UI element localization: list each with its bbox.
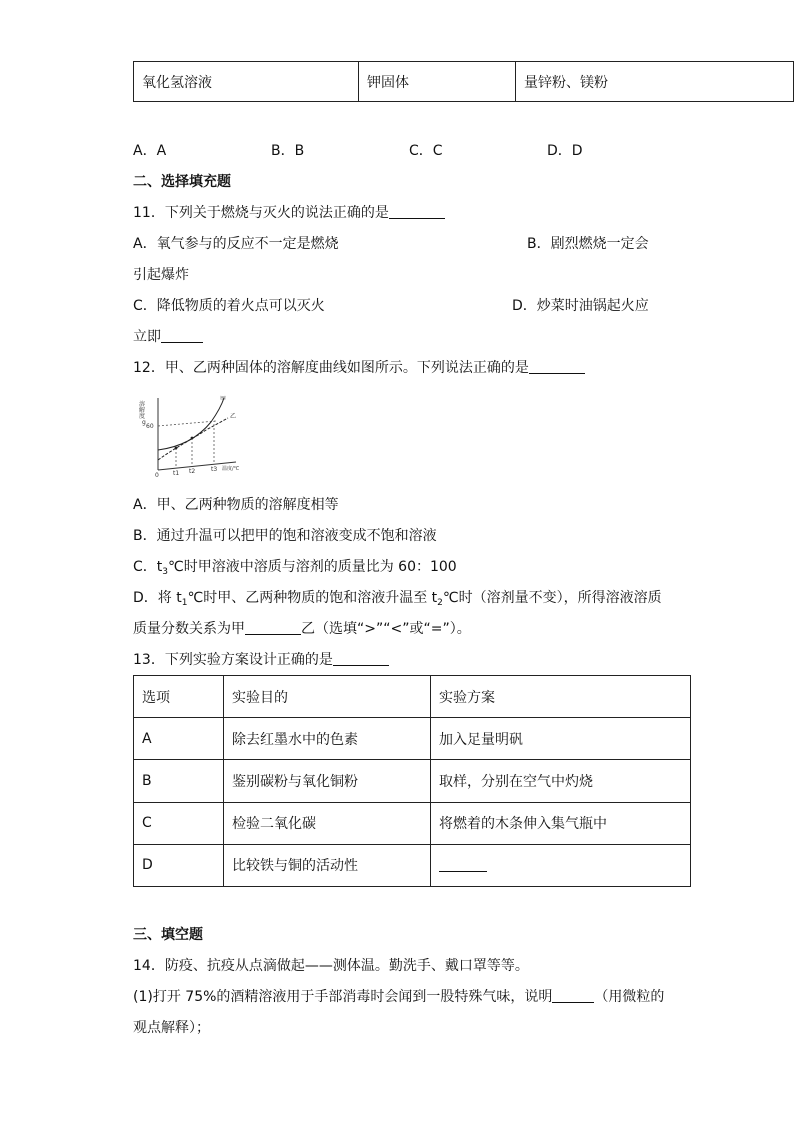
q12-stem-line <box>133 358 585 378</box>
q12-option-d-part: 质量分数关系为甲 <box>133 621 245 637</box>
y-axis-label: 溶解度 <box>139 401 146 420</box>
intersection-point <box>191 437 194 440</box>
q12-option-c-post: ℃时甲溶液中溶质与溶剂的质量比为 60：100 <box>168 559 457 575</box>
q11-stem: 11．下列关于燃烧与灭火的说法正确的是 <box>133 205 389 221</box>
curve-label-yi: 乙 <box>230 413 237 420</box>
q11-option-a: A．氧气参与的反应不一定是燃烧 <box>133 236 339 252</box>
intersection-point <box>175 447 178 450</box>
q12-option-a: A．甲、乙两种物质的溶解度相等 <box>133 497 339 513</box>
subscript: 1 <box>181 598 188 608</box>
subscript: 3 <box>162 567 168 577</box>
q12-option-c-pre: C．t <box>133 559 163 575</box>
table-cell: B <box>134 760 224 802</box>
solubility-curve-figure <box>136 392 244 478</box>
q10-option-a: A．A <box>133 143 167 159</box>
curve-yi <box>158 418 228 460</box>
subscript: 2 <box>437 598 443 608</box>
table-row <box>134 802 691 844</box>
q14-part1-text: (1)打开 75%的酒精溶液用于手部消毒时会闻到一股特殊气味，说明 <box>133 989 553 1005</box>
table-cell: C <box>134 802 224 844</box>
q11-option-d-cont-line <box>133 327 203 347</box>
q12-stem: 12．甲、乙两种固体的溶解度曲线如图所示。下列说法正确的是 <box>133 360 529 376</box>
q12-option-d-line2 <box>133 619 471 639</box>
y-tick-label: 60 <box>146 423 154 430</box>
table-cell: 加入足量明矾 <box>431 718 691 760</box>
q11-option-d: D．炒菜时油锅起火应 <box>512 298 649 314</box>
q11-stem-line <box>133 203 445 223</box>
q14-stem: 14．防疫、抗疫从点滴做起——测体温。勤洗手、戴口罩等等。 <box>133 958 529 974</box>
table-cell: 将燃着的木条伸入集气瓶中 <box>431 802 691 844</box>
table-header-row <box>134 676 691 718</box>
q13-stem: 13．下列实验方案设计正确的是 <box>133 652 333 668</box>
table-row <box>134 760 691 802</box>
answer-blank <box>333 651 389 666</box>
top-table-cell: 量锌粉、镁粉 <box>516 62 794 102</box>
guide-line <box>158 421 216 426</box>
q12-option-d-part: D．将 t <box>133 590 182 606</box>
top-table <box>133 61 794 102</box>
q13-table <box>133 675 691 887</box>
answer-blank <box>389 204 445 219</box>
table-header-cell: 选项 <box>134 676 224 718</box>
y-axis-unit: g <box>142 419 146 426</box>
x-tick-label: t1 <box>173 470 180 477</box>
q14-part1-text: （用微粒的 <box>594 989 665 1005</box>
section-3-title: 三、填空题 <box>133 927 203 943</box>
q12-option-d-part: ℃时甲、乙两种物质的饱和溶液升温至 t <box>187 590 438 606</box>
x-axis-label: 温度/℃ <box>222 466 240 472</box>
q12-option-d-part: 乙（选填“>”“<”或“=”）。 <box>301 621 471 637</box>
q11-option-b: B．剧烈燃烧一定会 <box>527 236 649 252</box>
table-row <box>134 718 691 760</box>
curve-label-jia: 甲 <box>220 396 227 403</box>
answer-blank <box>245 620 301 635</box>
x-tick-label: t2 <box>189 468 196 475</box>
table-cell: 检验二氧化碳 <box>224 802 431 844</box>
table-cell-answer <box>431 844 691 886</box>
q12-option-d-part: ℃时（溶剂量不变），所得溶液溶质 <box>442 590 662 606</box>
q10-option-b: B．B <box>271 143 305 159</box>
table-cell: A <box>134 718 224 760</box>
table-row <box>134 844 691 886</box>
q12-option-b: B．通过升温可以把甲的饱和溶液变成不饱和溶液 <box>133 528 437 544</box>
q11-option-b-cont: 引起爆炸 <box>133 267 189 283</box>
q12-option-d <box>133 588 662 613</box>
table-cell: D <box>134 844 224 886</box>
q13-stem-line <box>133 650 389 670</box>
q10-option-d: D．D <box>547 143 583 159</box>
table-cell: 取样，分别在空气中灼烧 <box>431 760 691 802</box>
q12-option-c <box>133 557 457 582</box>
table-header-cell: 实验目的 <box>224 676 431 718</box>
top-table-cell: 氧化氢溶液 <box>134 62 359 102</box>
q11-option-c: C．降低物质的着火点可以灭火 <box>133 298 325 314</box>
answer-blank <box>552 988 594 1003</box>
q11-option-d-cont: 立即 <box>133 329 161 345</box>
q14-part1-line2: 观点解释）； <box>133 1020 210 1036</box>
table-cell: 除去红墨水中的色素 <box>224 718 431 760</box>
answer-blank <box>161 328 203 343</box>
table-cell: 比较铁与铜的活动性 <box>224 844 431 886</box>
answer-blank <box>439 857 487 872</box>
table-cell: 鉴别碳粉与氧化铜粉 <box>224 760 431 802</box>
section-2-title: 二、选择填充题 <box>133 174 231 190</box>
x-tick-label: t3 <box>211 466 218 473</box>
curve-jia <box>158 398 224 450</box>
answer-blank <box>529 359 585 374</box>
table-header-cell: 实验方案 <box>431 676 691 718</box>
x-tick-label: 0 <box>155 472 159 478</box>
top-table-cell: 钾固体 <box>359 62 516 102</box>
q14-part1 <box>133 987 664 1007</box>
q10-option-c: C．C <box>409 143 443 159</box>
